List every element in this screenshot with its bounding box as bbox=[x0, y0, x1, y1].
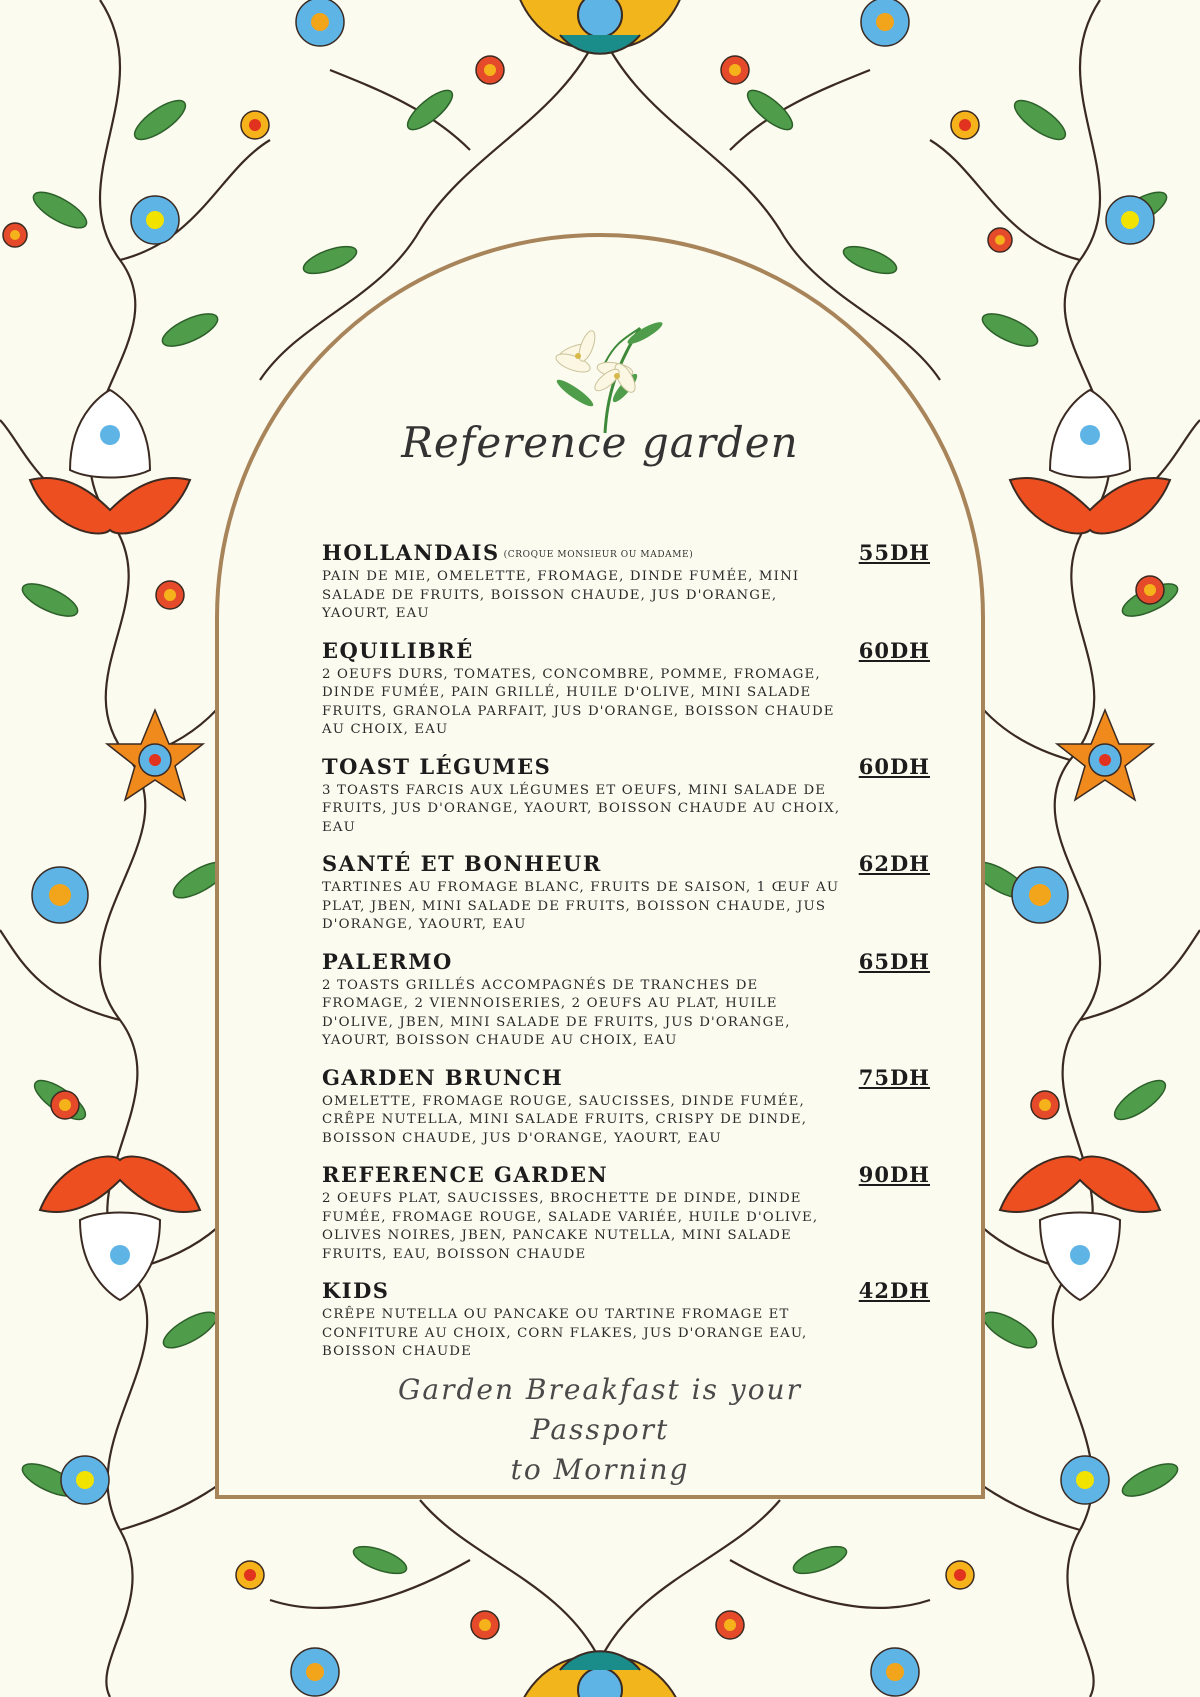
item-price: 60DH bbox=[858, 637, 930, 663]
item-description: PAIN DE MIE, OMELETTE, FROMAGE, DINDE FUMÉE, MINI SALADE DE FRUITS, BOISSON CHAUDE, JUS D'ORANGE, YAOURT, EAU bbox=[322, 569, 800, 621]
tagline-line-1: Garden Breakfast is your Passport bbox=[398, 1373, 802, 1446]
item-price: 65DH bbox=[858, 948, 930, 974]
menu-list bbox=[322, 540, 930, 1376]
menu-item-palermo bbox=[322, 949, 930, 1051]
menu-item-kids bbox=[322, 1278, 930, 1362]
menu-item-equilibre bbox=[322, 638, 930, 740]
item-name: GARDEN BRUNCH bbox=[322, 1064, 564, 1090]
item-price: 75DH bbox=[858, 1064, 930, 1090]
tagline-line-2: to Morning bbox=[510, 1453, 690, 1486]
item-description: TARTINES AU FROMAGE BLANC, FRUITS DE SAISON, 1 ŒUF AU PLAT, JBEN, MINI SALADE DE FRUITS, BOISSON CHAUDE, JUS D'ORANGE, YAOURT, EAU bbox=[322, 880, 840, 932]
item-price: 60DH bbox=[858, 753, 930, 779]
item-description: 2 OEUFS PLAT, SAUCISSES, BROCHETTE DE DINDE, DINDE FUMÉE, FROMAGE ROUGE, SALADE VARIÉE, HUILE D'OLIVE, OLIVES NOIRES, JBEN, PANCAKE NUTELLA, MINI SALADE FRUITS, EAU, BOISSON CHAUDE bbox=[322, 1191, 819, 1262]
item-description: 2 TOASTS GRILLÉS ACCOMPAGNÉS DE TRANCHES DE FROMAGE, 2 VIENNOISERIES, 2 OEUFS AU PLAT, HUILE D'OLIVE, JBEN, MINI SALADE DE FRUITS, JUS D'ORANGE, YAOURT, BOISSON CHAUDE AU CHOIX, EAU bbox=[322, 977, 791, 1048]
menu-item-garden-brunch bbox=[322, 1065, 930, 1149]
item-description: 3 TOASTS FARCIS AUX LÉGUMES ET OEUFS, MINI SALADE DE FRUITS, JUS D'ORANGE, YAOURT, BOISSON CHAUDE AU CHOIX, EAU bbox=[322, 782, 841, 835]
item-name: TOAST LÉGUMES bbox=[322, 753, 552, 779]
menu-item-reference-garden bbox=[322, 1162, 930, 1264]
menu-item-hollandais bbox=[322, 540, 930, 624]
item-description: 2 OEUFS DURS, TOMATES, CONCOMBRE, POMME, FROMAGE, DINDE FUMÉE, PAIN GRILLÉ, HUILE D'OLIVE, MINI SALADE FRUITS, GRANOLA PARFAIT, JUS D'ORANGE, BOISSON CHAUDE AU CHOIX, EAU bbox=[322, 666, 835, 737]
item-price: 90DH bbox=[858, 1162, 930, 1187]
menu-item-toast-legumes bbox=[322, 754, 930, 838]
item-name: SANTÉ ET BONHEUR bbox=[322, 851, 602, 876]
item-price: 55DH bbox=[858, 540, 930, 565]
item-description: OMELETTE, FROMAGE ROUGE, SAUCISSES, DINDE FUMÉE, CRÊPE NUTELLA, MINI SALADE FRUITS, CRISPY DE DINDE, BOISSON CHAUDE, JUS D'ORANGE, YAOURT, EAU bbox=[322, 1093, 808, 1146]
brand-title: Reference garden bbox=[401, 418, 799, 467]
item-price: 42DH bbox=[858, 1278, 930, 1303]
tagline bbox=[350, 1370, 850, 1490]
item-name: EQUILIBRÉ bbox=[322, 637, 474, 663]
item-name: HOLLANDAIS bbox=[322, 540, 500, 565]
item-price: 62DH bbox=[858, 851, 930, 876]
item-description: CRÊPE NUTELLA OU PANCAKE OU TARTINE FROMAGE ET CONFITURE AU CHOIX, CORN FLAKES, JUS D'ORANGE EAU, BOISSON CHAUDE bbox=[322, 1307, 808, 1359]
item-name: PALERMO bbox=[322, 948, 453, 974]
item-subtitle: (CROQUE MONSIEUR OU MADAME) bbox=[503, 550, 694, 560]
menu-item-header bbox=[322, 540, 930, 565]
menu-item-sante-et-bonheur bbox=[322, 851, 930, 935]
item-name: KIDS bbox=[322, 1278, 390, 1303]
item-name: REFERENCE GARDEN bbox=[322, 1162, 609, 1187]
